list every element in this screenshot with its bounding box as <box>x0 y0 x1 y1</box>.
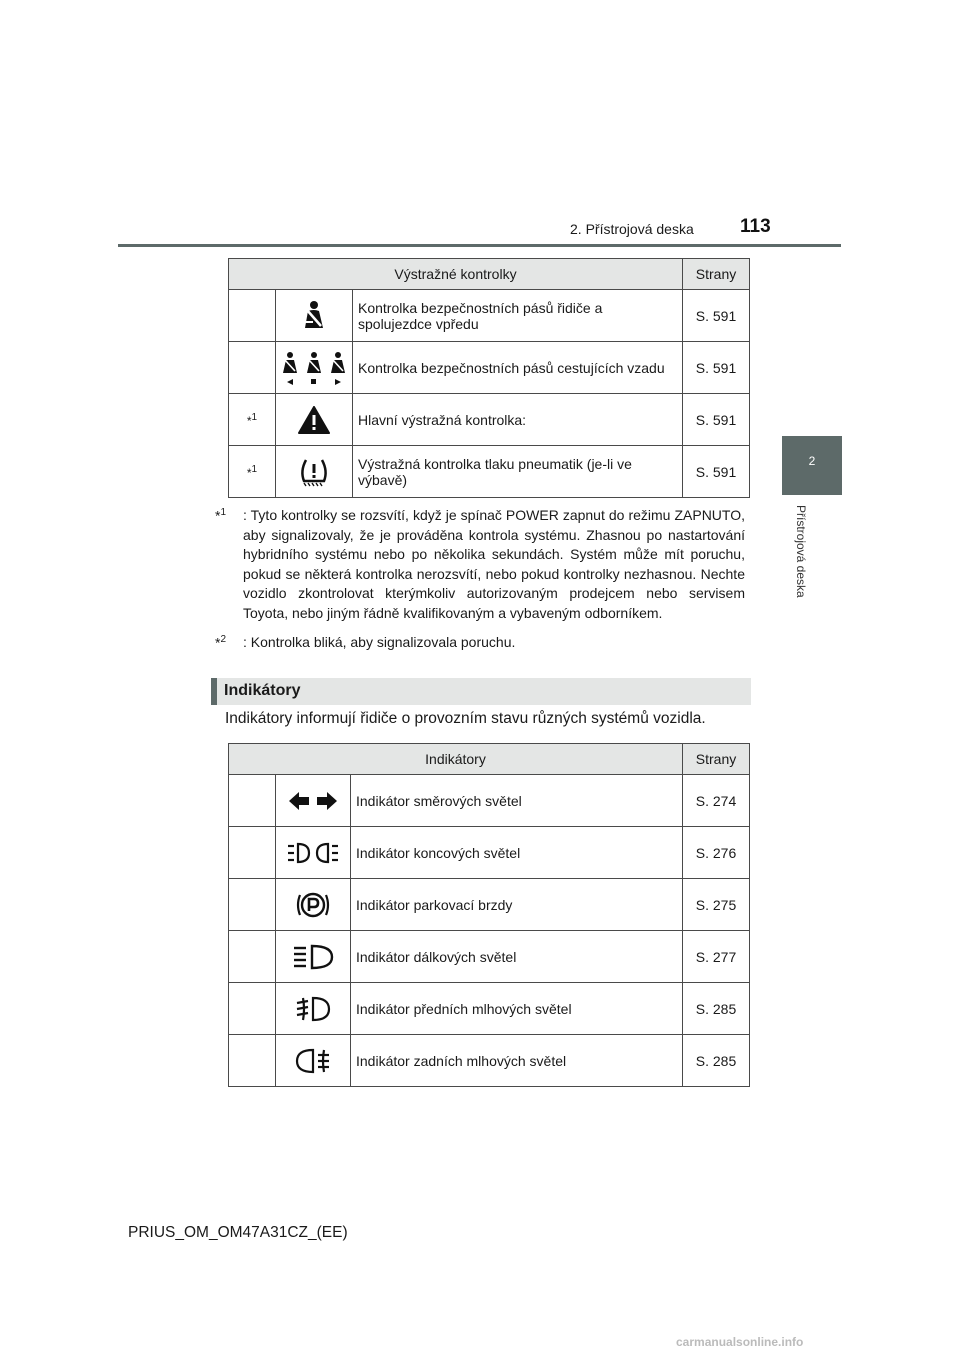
footnote-mark <box>229 879 276 931</box>
driver-seatbelt-warning-icon <box>276 290 353 342</box>
section-heading: Indikátory <box>224 682 301 699</box>
rear-fog-light-icon <box>276 1035 351 1087</box>
chapter-tab-label: Přístrojová deska <box>794 505 808 598</box>
footnote-ref: 1 <box>251 463 258 475</box>
chapter-tab <box>782 436 842 495</box>
table-row <box>229 1035 750 1087</box>
header-divider <box>118 244 841 247</box>
col-header-warning-lights: Výstražné kontrolky <box>229 259 683 290</box>
footnote-mark <box>229 446 276 498</box>
watermark: carmanualsonline.info <box>676 1335 804 1349</box>
indicator-description: Indikátor dálkových světel <box>351 931 683 983</box>
page-reference: S. 591 <box>683 446 750 498</box>
master-warning-triangle-icon <box>276 394 353 446</box>
footnote-text: : Tyto kontrolky se rozsvítí, když je spínač POWER zapnut do režimu ZAPNUTO, aby signalizovaly, že je prováděna kontrola systému. Zhasnou po nastartování hybridního systému nebo po několika sekundách. Systém může mít poruchu, pokud se některá kontrolka nerozsvítí, nebo pokud kontrolky nezhasnou. Nechte vozidlo zkontrolovat kterýmkoliv autorizovaným prodejcem nebo servisem Toyota, nebo jiným řádně kvalifikovaným a vybaveným odborníkem. <box>243 507 745 621</box>
section-heading-bar <box>211 678 751 705</box>
table-row <box>229 446 750 498</box>
asterisk: * <box>215 507 221 524</box>
high-beam-icon <box>276 931 351 983</box>
footnote-ref: 1 <box>220 507 227 518</box>
warning-description: Hlavní výstražná kontrolka: <box>353 394 683 446</box>
page-reference: S. 285 <box>683 1035 750 1087</box>
page-number: 113 <box>740 216 771 237</box>
rear-seatbelt-warning-icon <box>276 342 353 394</box>
indicator-description: Indikátor zadních mlhových světel <box>351 1035 683 1087</box>
indicator-description: Indikátor předních mlhových světel <box>351 983 683 1035</box>
chapter-tab-number: 2 <box>808 454 816 468</box>
warning-lights-table <box>228 258 750 498</box>
section-title: 2. Přístrojová deska <box>570 221 694 237</box>
col-header-pages: Strany <box>683 259 750 290</box>
footnote-mark <box>229 1035 276 1087</box>
table-row <box>229 879 750 931</box>
footnote-ref: 2 <box>220 633 227 645</box>
col-header-pages: Strany <box>683 744 750 775</box>
footnote-text: : Kontrolka bliká, aby signalizovala poruchu. <box>243 633 516 650</box>
page-reference: S. 285 <box>683 983 750 1035</box>
footnote-2 <box>215 633 745 653</box>
page-reference: S. 277 <box>683 931 750 983</box>
asterisk: * <box>246 413 252 428</box>
front-fog-light-icon <box>276 983 351 1035</box>
indicators-table <box>228 743 750 1087</box>
page-reference: S. 276 <box>683 827 750 879</box>
page-reference: S. 591 <box>683 394 750 446</box>
warning-description: Kontrolka bezpečnostních pásů řidiče a spolujezdce vpředu <box>353 290 683 342</box>
footnote-mark <box>229 394 276 446</box>
footnote-ref: 1 <box>251 411 258 423</box>
asterisk: * <box>246 465 252 480</box>
indicator-description: Indikátor směrových světel <box>351 775 683 827</box>
table-row <box>229 290 750 342</box>
table-row <box>229 775 750 827</box>
warning-description: Kontrolka bezpečnostních pásů cestujících vzadu <box>353 342 683 394</box>
table-row <box>229 827 750 879</box>
table-header-row <box>229 259 750 290</box>
warning-description: Výstražná kontrolka tlaku pneumatik (je-li ve výbavě) <box>353 446 683 498</box>
footnote-mark <box>229 827 276 879</box>
table-row <box>229 342 750 394</box>
page-reference: S. 591 <box>683 342 750 394</box>
col-header-indicators: Indikátory <box>229 744 683 775</box>
indicator-description: Indikátor koncových světel <box>351 827 683 879</box>
document-code: PRIUS_OM_OM47A31CZ_(EE) <box>128 1224 348 1241</box>
page-reference: S. 275 <box>683 879 750 931</box>
footnote-mark <box>215 503 226 526</box>
tail-light-icon <box>276 827 351 879</box>
parking-brake-icon <box>276 879 351 931</box>
indicator-description: Indikátor parkovací brzdy <box>351 879 683 931</box>
table-row <box>229 931 750 983</box>
footnote-mark <box>229 342 276 394</box>
footnote-mark <box>229 931 276 983</box>
footnote-mark <box>229 983 276 1035</box>
footnote-mark <box>215 630 226 653</box>
asterisk: * <box>215 634 221 651</box>
table-row <box>229 394 750 446</box>
footnotes <box>215 506 745 652</box>
turn-signal-arrows-icon <box>276 775 351 827</box>
footnote-mark <box>229 775 276 827</box>
footnote-mark <box>229 290 276 342</box>
page-reference: S. 591 <box>683 290 750 342</box>
page-reference: S. 274 <box>683 775 750 827</box>
table-row <box>229 983 750 1035</box>
section-intro: Indikátory informují řidiče o provozním stavu různých systémů vozidla. <box>225 710 706 727</box>
table-header-row <box>229 744 750 775</box>
footnote-1 <box>215 506 745 624</box>
tire-pressure-warning-icon <box>276 446 353 498</box>
